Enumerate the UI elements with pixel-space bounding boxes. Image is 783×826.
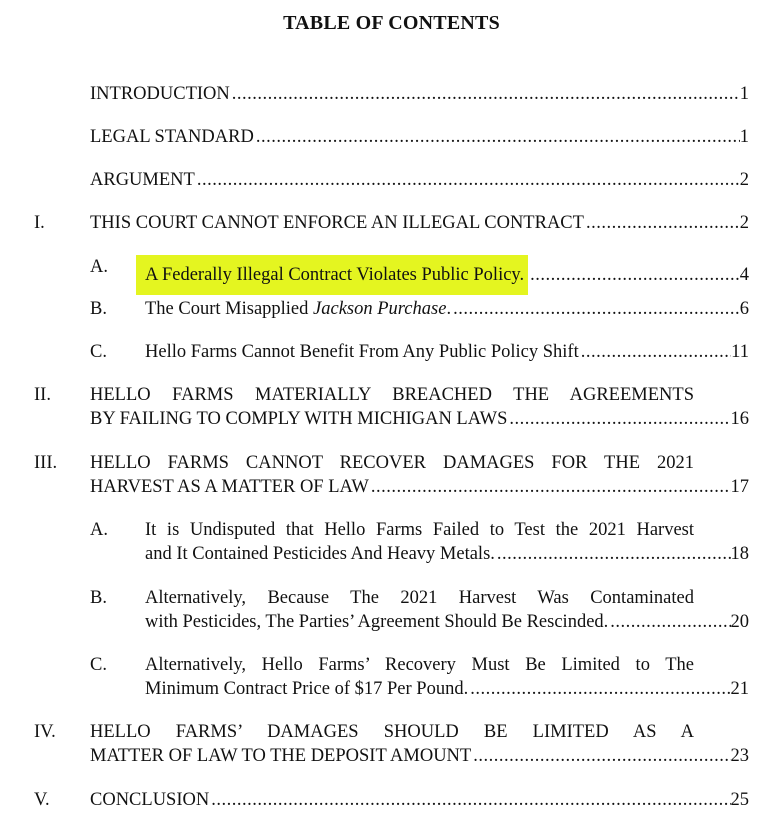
section-number: V.: [34, 790, 50, 810]
toc-entry-title: It is Undisputed that Hello Farms Failed to Test the 2021 Harvest: [145, 520, 694, 540]
dot-leader: [530, 263, 740, 287]
subsection-letter: C.: [90, 655, 107, 675]
toc-page-number: 23: [730, 746, 749, 766]
toc-page-number: 16: [730, 409, 749, 429]
toc-entry-title: Alternatively, Hello Farms’ Recovery Must Be Limited to The: [145, 655, 694, 675]
toc-entry-title: LEGAL STANDARD: [90, 127, 254, 147]
subsection-letter: A.: [90, 257, 108, 277]
toc-entry-title: and It Contained Pesticides And Heavy Metals.: [145, 544, 495, 564]
toc-entry-title: CONCLUSION: [90, 790, 210, 810]
toc-entry-title: ARGUMENT: [90, 170, 195, 190]
toc-page-number: 1: [739, 127, 749, 147]
dot-leader: [232, 82, 740, 106]
toc-entry-title: Hello Farms Cannot Benefit From Any Public Policy Shift: [145, 342, 579, 362]
toc-page-number: 21: [730, 679, 749, 699]
toc-entry-title: THIS COURT CANNOT ENFORCE AN ILLEGAL CONTRACT: [90, 213, 584, 233]
toc-page-number: 2: [739, 213, 749, 233]
dot-leader: [453, 297, 740, 321]
toc-entry-title: BY FAILING TO COMPLY WITH MICHIGAN LAWS: [90, 409, 508, 429]
toc-entry-title: HELLO FARMS MATERIALLY BREACHED THE AGREEMENTS: [90, 385, 694, 405]
toc-entry-title: HELLO FARMS’ DAMAGES SHOULD BE LIMITED AS A: [90, 722, 694, 742]
case-name-italic: Jackson Purchase: [313, 299, 447, 319]
dot-leader: [211, 788, 730, 812]
toc-page-number: 25: [730, 790, 749, 810]
toc-page-number: 11: [731, 342, 749, 362]
toc-entry-title: HELLO FARMS CANNOT RECOVER DAMAGES FOR THE 2021: [90, 453, 694, 473]
toc-page-number: 20: [730, 612, 749, 632]
dot-leader: [610, 610, 730, 634]
section-number: III.: [34, 453, 58, 473]
dot-leader: [197, 168, 740, 192]
toc-page-number: 2: [739, 170, 749, 190]
toc-page-number: 18: [730, 544, 749, 564]
toc-entry-title-end: .: [446, 299, 452, 319]
dot-leader: [256, 125, 740, 149]
dot-leader: [497, 542, 731, 566]
subsection-letter: B.: [90, 588, 107, 608]
subsection-letter: C.: [90, 342, 107, 362]
section-number: IV.: [34, 722, 56, 742]
section-number: II.: [34, 385, 51, 405]
toc-page-number: 6: [739, 299, 749, 319]
section-number: I.: [34, 213, 45, 233]
subsection-letter: A.: [90, 520, 108, 540]
dot-leader: [581, 340, 731, 364]
highlighted-entry-title: A Federally Illegal Contract Violates Public Policy.: [136, 255, 528, 295]
toc-page-number: 17: [730, 477, 749, 497]
toc-entry-title: MATTER OF LAW TO THE DEPOSIT AMOUNT: [90, 746, 472, 766]
dot-leader: [473, 744, 730, 768]
toc-page-number: 4: [739, 265, 749, 285]
toc-entry-title: INTRODUCTION: [90, 84, 230, 104]
toc-entry-title: with Pesticides, The Parties’ Agreement Should Be Rescinded.: [145, 612, 609, 632]
subsection-letter: B.: [90, 299, 107, 319]
dot-leader: [371, 475, 731, 499]
dot-leader: [586, 211, 740, 235]
toc-entry-title: Alternatively, Because The 2021 Harvest Was Contaminated: [145, 588, 694, 608]
toc-entry-title: HARVEST AS A MATTER OF LAW: [90, 477, 369, 497]
dot-leader: [470, 677, 730, 701]
toc-page-number: 1: [739, 84, 749, 104]
toc-entry-title: The Court Misapplied: [145, 299, 309, 319]
toc-entry-title: Minimum Contract Price of $17 Per Pound.: [145, 679, 469, 699]
page-title: TABLE OF CONTENTS: [283, 12, 500, 34]
dot-leader: [509, 407, 730, 431]
